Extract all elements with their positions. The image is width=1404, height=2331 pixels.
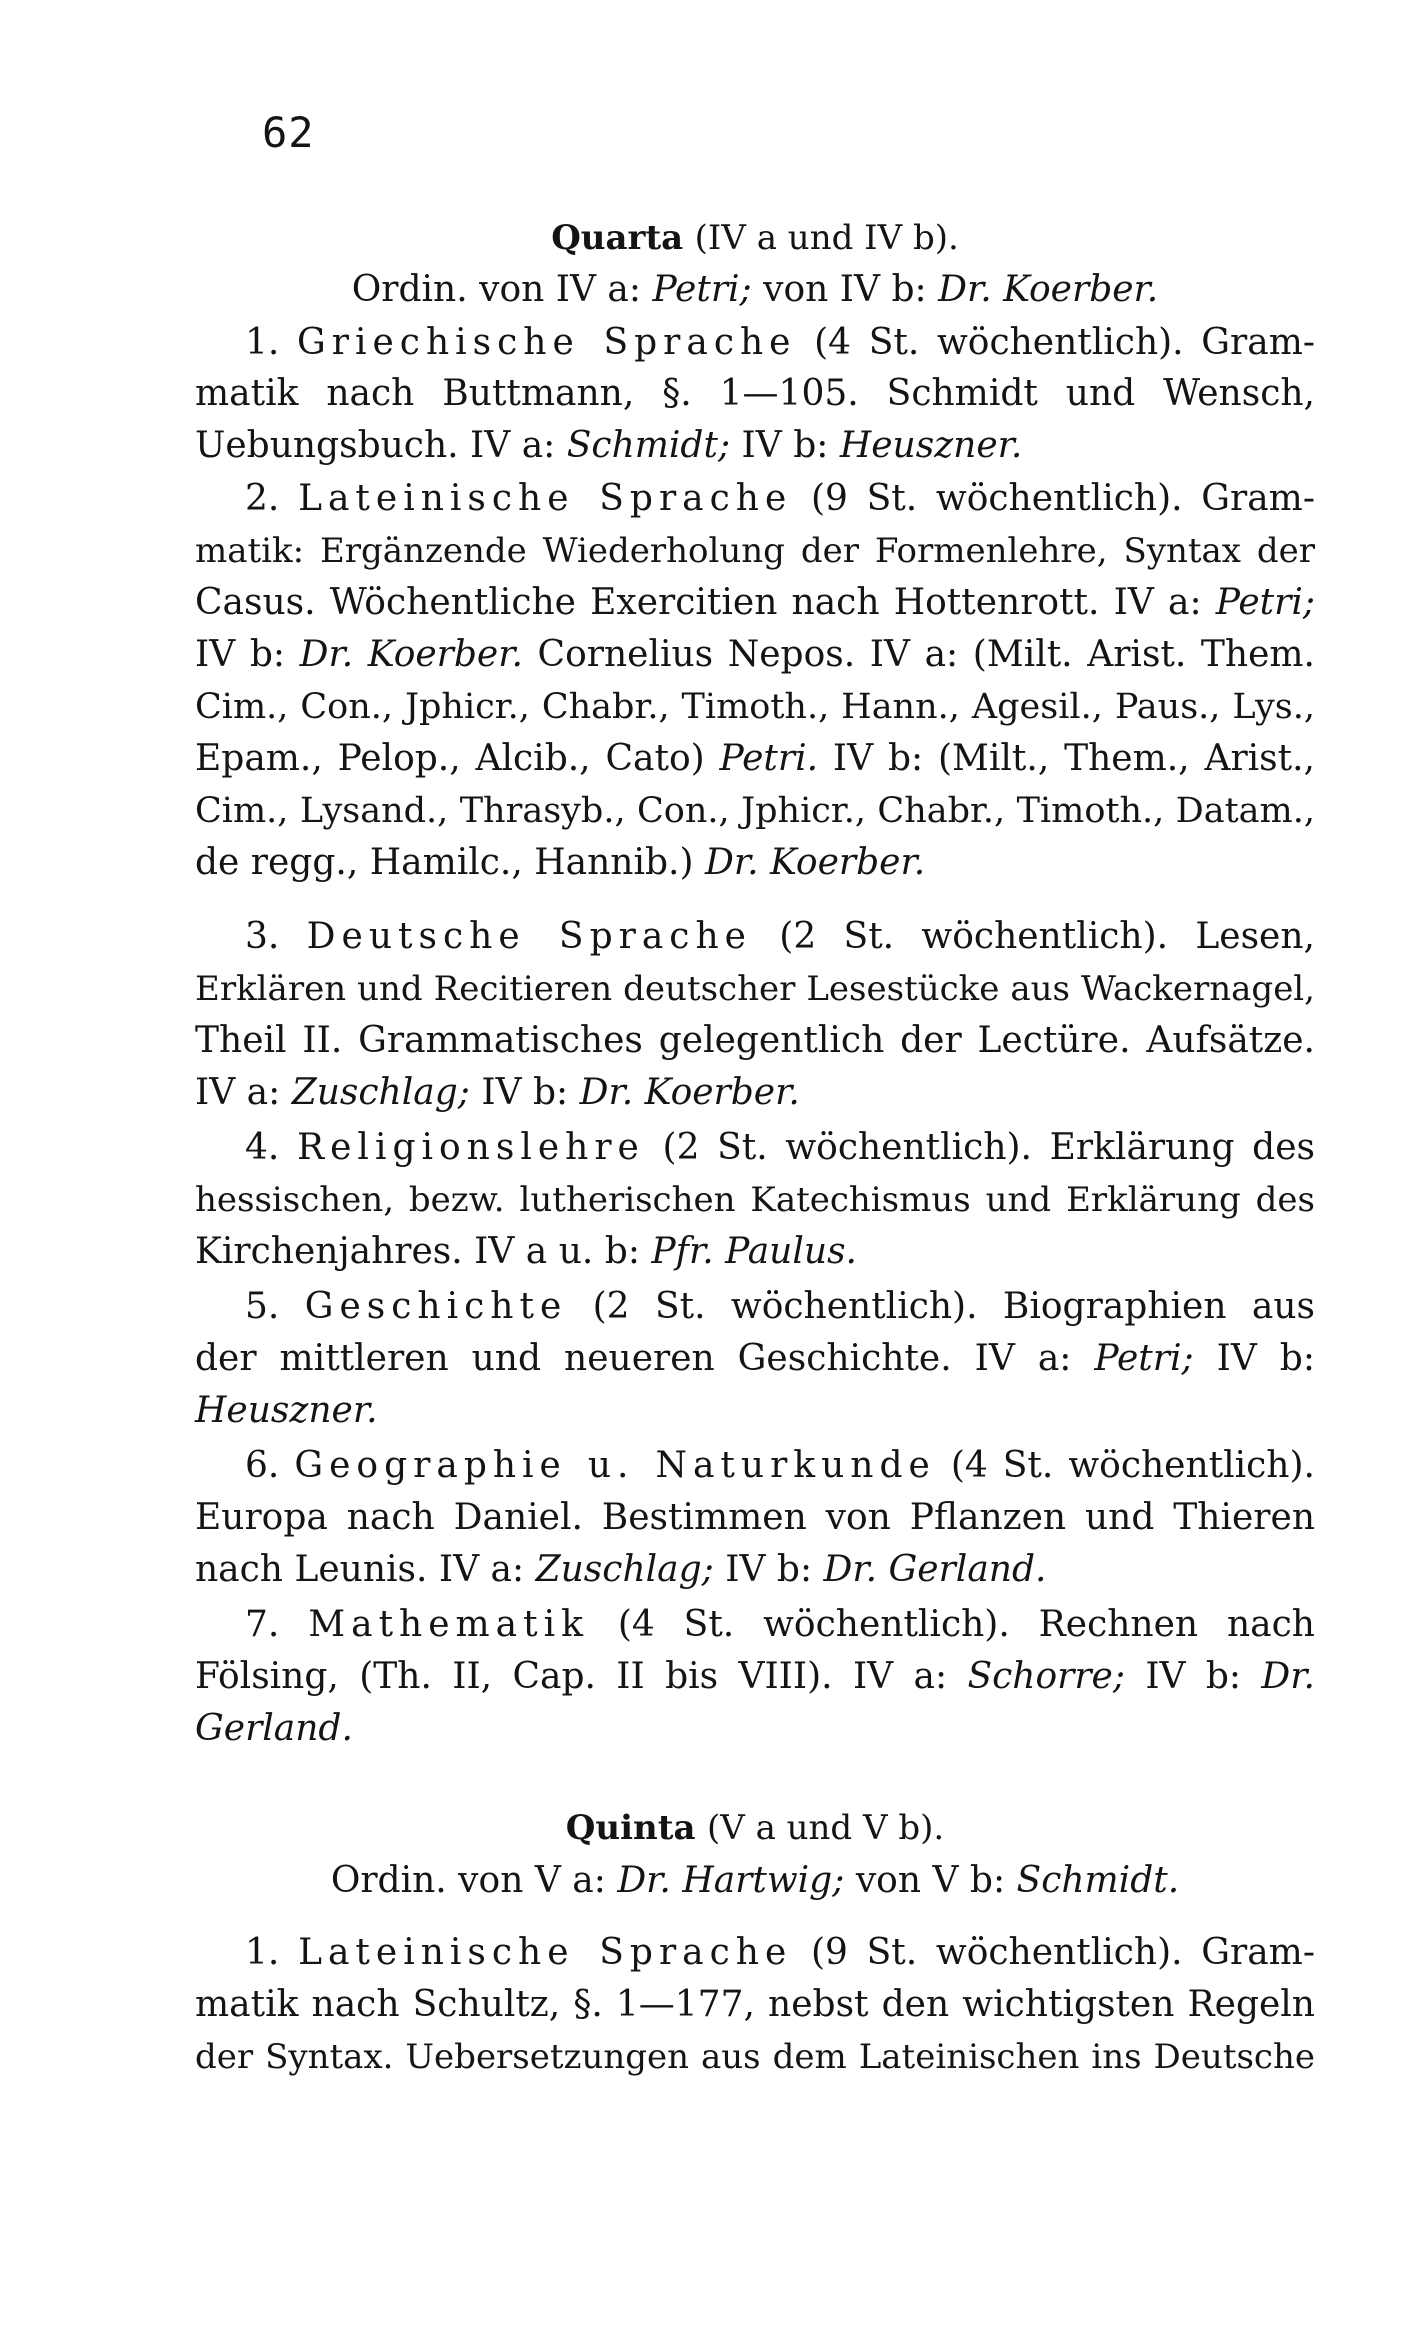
quarta-ordinarius: Ordin. von IV a: Petri; von IV b: Dr. Koerber. [351, 269, 1159, 310]
quarta-latin-line-6: Epam., Pelop., Alcib., Cato) Petri. IV b: (Milt., Them., Arist., [195, 738, 1316, 779]
page-number: 62 [262, 108, 315, 157]
quinta-ordinarius: Ordin. von V a: Dr. Hartwig; von V b: Schmidt. [330, 1860, 1180, 1901]
quarta-religion-line-3: Kirchenjahres. IV a u. b: Pfr. Paulus. [195, 1231, 857, 1272]
quinta-latin-line-2: matik nach Schultz, §. 1—177, nebst den wichtigsten Regeln [195, 1984, 1315, 2025]
quarta-latin-line-5: Cim., Con., Jphicr., Chabr., Timoth., Hann., Agesil., Paus., Lys., [195, 687, 1315, 727]
quarta-religion-line-2: hessischen, bezw. lutherischen Katechismus und Erklärung des [195, 1180, 1315, 1220]
quinta-latin-line-3: der Syntax. Uebersetzungen aus dem Lateinischen ins Deutsche [195, 2037, 1315, 2077]
quarta-german-line-3: Theil II. Grammatisches gelegentlich der Lectüre. Aufsätze. [195, 1020, 1315, 1061]
quarta-history-line-1: 5. Geschichte (2 St. wöchentlich). Biographien aus [245, 1286, 1315, 1327]
quarta-latin-line-2: matik: Ergänzende Wiederholung der Formenlehre, Syntax der [195, 531, 1315, 571]
quarta-history-line-3: Heuszner. [195, 1390, 378, 1431]
quarta-heading: Quarta (IV a und IV b). [551, 218, 959, 258]
quarta-latin-line-1: 2. Lateinische Sprache (9 St. wöchentlich). Gram- [245, 478, 1315, 519]
quarta-math-line-2: Fölsing, (Th. II, Cap. II bis VIII). IV a: Schorre; IV b: Dr. [195, 1656, 1315, 1697]
quarta-greek-line-1: 1. Griechische Sprache (4 St. wöchentlich). Gram- [245, 322, 1315, 363]
quinta-heading: Quinta (V a und V b). [565, 1808, 945, 1848]
quarta-math-line-3: Gerland. [195, 1708, 353, 1749]
quarta-religion-line-1: 4. Religionslehre (2 St. wöchentlich). Erklärung des [245, 1127, 1316, 1168]
quarta-latin-line-8: de regg., Hamilc., Hannib.) Dr. Koerber. [195, 842, 926, 883]
quarta-latin-line-7: Cim., Lysand., Thrasyb., Con., Jphicr., Chabr., Timoth., Datam., [195, 791, 1315, 831]
quarta-geography-line-2: Europa nach Daniel. Bestimmen von Pflanzen und Thieren [195, 1497, 1315, 1538]
quarta-greek-line-2: matik nach Buttmann, §. 1—105. Schmidt und Wensch, [195, 373, 1315, 414]
quarta-math-line-1: 7. Mathematik (4 St. wöchentlich). Rechnen nach [245, 1604, 1315, 1645]
quarta-german-line-4: IV a: Zuschlag; IV b: Dr. Koerber. [195, 1072, 800, 1113]
quinta-latin-line-1: 1. Lateinische Sprache (9 St. wöchentlich). Gram- [245, 1932, 1315, 1973]
quarta-german-line-1: 3. Deutsche Sprache (2 St. wöchentlich). Lesen, [245, 916, 1315, 957]
quarta-german-line-2: Erklären und Recitieren deutscher Lesestücke aus Wackernagel, [195, 969, 1315, 1009]
quarta-history-line-2: der mittleren und neueren Geschichte. IV a: Petri; IV b: [195, 1338, 1315, 1379]
quarta-geography-line-1: 6. Geographie u. Naturkunde (4 St. wöchentlich). [245, 1445, 1315, 1486]
quarta-greek-line-3: Uebungsbuch. IV a: Schmidt; IV b: Heuszner. [195, 425, 1023, 466]
quarta-latin-line-3: Casus. Wöchentliche Exercitien nach Hottenrott. IV a: Petri; [195, 582, 1315, 623]
quarta-geography-line-3: nach Leunis. IV a: Zuschlag; IV b: Dr. Gerland. [195, 1549, 1047, 1590]
quarta-latin-line-4: IV b: Dr. Koerber. Cornelius Nepos. IV a: (Milt. Arist. Them. [195, 634, 1316, 675]
